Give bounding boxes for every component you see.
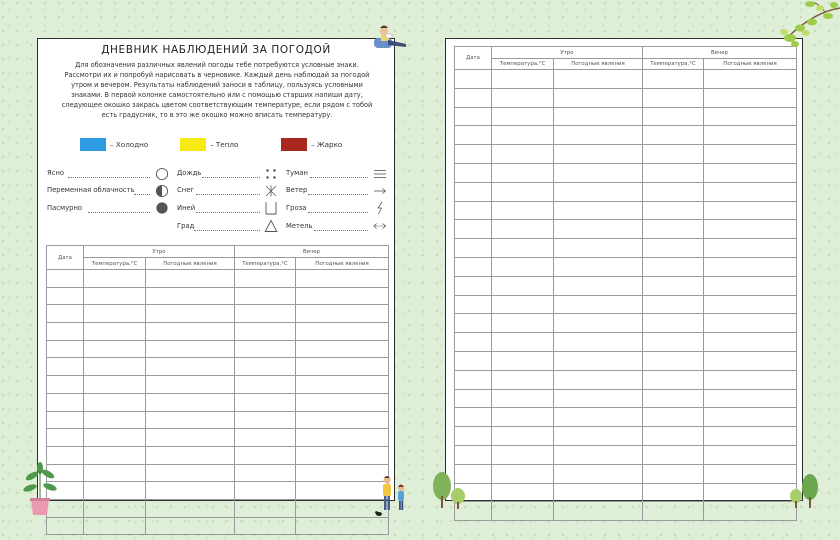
- table-row: [47, 482, 389, 500]
- date-cell[interactable]: [455, 126, 492, 145]
- evening-temp-cell[interactable]: [643, 145, 704, 164]
- morning-temp-cell[interactable]: [84, 305, 146, 323]
- evening-temp-cell[interactable]: [235, 393, 296, 411]
- morning-temp-cell[interactable]: [492, 257, 554, 276]
- table-row: [455, 389, 797, 408]
- date-cell[interactable]: [455, 220, 492, 239]
- dot-leader: [194, 230, 260, 231]
- evening-temp-cell[interactable]: [643, 370, 704, 389]
- morning-phenomena-cell[interactable]: [554, 201, 643, 220]
- morning-phenomena-cell[interactable]: [146, 358, 235, 376]
- morning-phenomena-cell[interactable]: [146, 411, 235, 429]
- evening-temp-cell[interactable]: [643, 70, 704, 89]
- table-row: [455, 163, 797, 182]
- date-cell[interactable]: [455, 70, 492, 89]
- evening-phenomena-cell[interactable]: [704, 483, 797, 502]
- table-row: [47, 393, 389, 411]
- morning-temp-cell[interactable]: [84, 411, 146, 429]
- morning-temp-cell[interactable]: [84, 517, 146, 535]
- morning-phenomena-cell[interactable]: [554, 483, 643, 502]
- morning-temp-header: Температура,°С: [492, 59, 554, 70]
- table-row: [455, 239, 797, 258]
- table-row: [455, 483, 797, 502]
- morning-phenomena-cell[interactable]: [554, 370, 643, 389]
- morning-phenomena-cell[interactable]: [146, 287, 235, 305]
- table-row: [455, 70, 797, 89]
- rain-dots-icon: [264, 167, 278, 181]
- evening-temp-cell[interactable]: [643, 408, 704, 427]
- date-cell[interactable]: [47, 429, 84, 447]
- table-row: [47, 499, 389, 517]
- cold-label: – Холодно: [110, 140, 149, 149]
- date-cell[interactable]: [47, 358, 84, 376]
- date-cell[interactable]: [47, 340, 84, 358]
- date-cell[interactable]: [455, 257, 492, 276]
- evening-temp-cell[interactable]: [643, 163, 704, 182]
- table-row: [47, 517, 389, 535]
- morning-phenomena-cell[interactable]: [554, 220, 643, 239]
- evening-phenomena-cell[interactable]: [296, 376, 389, 394]
- morning-temp-cell[interactable]: [492, 201, 554, 220]
- morning-phenomena-cell[interactable]: [554, 163, 643, 182]
- date-cell[interactable]: [47, 270, 84, 288]
- evening-phenomena-cell[interactable]: [704, 464, 797, 483]
- date-cell[interactable]: [47, 287, 84, 305]
- morning-temp-cell[interactable]: [492, 70, 554, 89]
- date-cell[interactable]: [47, 305, 84, 323]
- evening-temp-cell[interactable]: [643, 182, 704, 201]
- morning-temp-cell[interactable]: [492, 295, 554, 314]
- morning-phenomena-cell[interactable]: [554, 427, 643, 446]
- hot-swatch: [281, 138, 307, 151]
- morning-temp-cell[interactable]: [492, 408, 554, 427]
- evening-phenomena-cell[interactable]: [296, 305, 389, 323]
- morning-phenomena-cell[interactable]: [146, 517, 235, 535]
- evening-temp-cell[interactable]: [235, 446, 296, 464]
- table-row: [455, 427, 797, 446]
- morning-temp-cell[interactable]: [492, 182, 554, 201]
- date-cell[interactable]: [47, 323, 84, 341]
- morning-phenomena-cell[interactable]: [146, 305, 235, 323]
- symbol-label-thunderstorm: Гроза: [286, 204, 307, 212]
- dot-leader: [134, 194, 150, 195]
- hot-label: – Жарко: [311, 140, 343, 149]
- symbol-label-rain: Дождь: [177, 169, 202, 177]
- evening-temp-cell[interactable]: [643, 389, 704, 408]
- date-cell[interactable]: [455, 163, 492, 182]
- morning-temp-cell[interactable]: [492, 370, 554, 389]
- evening-temp-cell[interactable]: [235, 499, 296, 517]
- evening-temp-cell[interactable]: [235, 429, 296, 447]
- table-row: [455, 220, 797, 239]
- date-cell[interactable]: [455, 107, 492, 126]
- table-row: [455, 445, 797, 464]
- date-cell[interactable]: [455, 201, 492, 220]
- morning-temp-cell[interactable]: [492, 351, 554, 370]
- symbol-label-blizzard: Метель: [286, 222, 313, 230]
- dot-leader: [196, 194, 260, 195]
- morning-phenomena-cell[interactable]: [146, 446, 235, 464]
- morning-temp-cell[interactable]: [84, 499, 146, 517]
- dot-leader: [314, 230, 368, 231]
- table-row: [455, 126, 797, 145]
- warm-swatch: [180, 138, 206, 151]
- morning-temp-cell[interactable]: [492, 464, 554, 483]
- table-row: [47, 287, 389, 305]
- evening-phenomena-cell[interactable]: [704, 163, 797, 182]
- evening-phenomena-cell[interactable]: [704, 276, 797, 295]
- evening-phenomena-cell[interactable]: [296, 393, 389, 411]
- evening-phenomena-cell[interactable]: [704, 126, 797, 145]
- circle-filled-icon: [155, 201, 169, 215]
- dot-leader: [310, 177, 368, 178]
- dot-leader: [88, 212, 150, 213]
- morning-temp-cell[interactable]: [84, 446, 146, 464]
- date-cell[interactable]: [455, 445, 492, 464]
- evening-phenomena-cell[interactable]: [704, 445, 797, 464]
- table-body: [455, 70, 797, 521]
- morning-phenomena-cell[interactable]: [554, 257, 643, 276]
- morning-temp-cell[interactable]: [492, 239, 554, 258]
- morning-temp-cell[interactable]: [492, 163, 554, 182]
- morning-temp-cell[interactable]: [84, 323, 146, 341]
- evening-temp-cell[interactable]: [643, 257, 704, 276]
- evening-phenomena-cell[interactable]: [704, 408, 797, 427]
- evening-temp-cell[interactable]: [235, 411, 296, 429]
- morning-phenomena-header: Погодные явления: [146, 258, 235, 270]
- evening-phenomena-cell[interactable]: [704, 295, 797, 314]
- date-cell[interactable]: [455, 276, 492, 295]
- evening-phenomena-cell[interactable]: [296, 517, 389, 535]
- morning-header: Утро: [84, 246, 235, 258]
- morning-temp-cell[interactable]: [492, 276, 554, 295]
- morning-temp-cell[interactable]: [84, 340, 146, 358]
- evening-temp-cell[interactable]: [643, 107, 704, 126]
- table-row: [47, 270, 389, 288]
- evening-temp-cell[interactable]: [643, 314, 704, 333]
- table-row: [47, 446, 389, 464]
- morning-temp-cell[interactable]: [84, 429, 146, 447]
- table-row: [47, 340, 389, 358]
- table-row: [455, 257, 797, 276]
- evening-phenomena-cell[interactable]: [704, 145, 797, 164]
- evening-phenomena-cell[interactable]: [704, 333, 797, 352]
- intro-line: знаками. В первой колонке самостоятельно или с помощью старших напиши дату,: [71, 91, 363, 99]
- evening-phenomena-cell[interactable]: [296, 287, 389, 305]
- morning-phenomena-cell[interactable]: [554, 88, 643, 107]
- blizzard-arrow-icon: [373, 219, 387, 233]
- date-cell[interactable]: [455, 408, 492, 427]
- evening-phenomena-header: Погодные явления: [296, 258, 389, 270]
- morning-phenomena-cell[interactable]: [146, 429, 235, 447]
- morning-temp-header: Температура,°С: [84, 258, 146, 270]
- table-row: [47, 323, 389, 341]
- morning-temp-cell[interactable]: [492, 107, 554, 126]
- date-cell[interactable]: [47, 411, 84, 429]
- morning-phenomena-cell[interactable]: [146, 376, 235, 394]
- symbol-label-frost: Иней: [177, 204, 196, 212]
- evening-temp-cell[interactable]: [643, 502, 704, 521]
- fog-lines-icon: [373, 167, 387, 181]
- morning-temp-cell[interactable]: [492, 333, 554, 352]
- date-cell[interactable]: [455, 88, 492, 107]
- evening-phenomena-cell[interactable]: [704, 502, 797, 521]
- morning-temp-cell[interactable]: [492, 445, 554, 464]
- half-circle-icon: [155, 184, 169, 198]
- table-row: [455, 276, 797, 295]
- morning-phenomena-cell[interactable]: [146, 393, 235, 411]
- morning-phenomena-cell[interactable]: [554, 351, 643, 370]
- dot-leader: [202, 177, 260, 178]
- evening-phenomena-cell[interactable]: [704, 257, 797, 276]
- intro-line: следующее окошко закрась цветом соответствующим температуре, если рядом с тобой: [61, 101, 373, 109]
- morning-phenomena-cell[interactable]: [554, 126, 643, 145]
- evening-temp-cell[interactable]: [235, 517, 296, 535]
- evening-phenomena-cell[interactable]: [296, 411, 389, 429]
- date-header: Дата: [455, 47, 492, 70]
- left-page: [37, 38, 395, 501]
- evening-phenomena-header: Погодные явления: [704, 59, 797, 70]
- evening-phenomena-cell[interactable]: [704, 182, 797, 201]
- evening-phenomena-cell[interactable]: [296, 323, 389, 341]
- evening-phenomena-cell[interactable]: [704, 389, 797, 408]
- symbol-label-partly-cloudy: Переменная облачность: [47, 186, 135, 194]
- tree-branch-illustration: [770, 0, 840, 50]
- morning-temp-cell[interactable]: [492, 220, 554, 239]
- evening-phenomena-cell[interactable]: [704, 201, 797, 220]
- evening-temp-cell[interactable]: [643, 445, 704, 464]
- morning-temp-cell[interactable]: [492, 502, 554, 521]
- circle-empty-icon: [155, 167, 169, 181]
- evening-phenomena-cell[interactable]: [704, 70, 797, 89]
- evening-phenomena-cell[interactable]: [296, 270, 389, 288]
- morning-phenomena-cell[interactable]: [554, 145, 643, 164]
- morning-temp-cell[interactable]: [84, 464, 146, 482]
- table-row: [47, 358, 389, 376]
- dot-leader: [308, 212, 368, 213]
- evening-phenomena-cell[interactable]: [704, 239, 797, 258]
- frost-bracket-icon: [264, 201, 278, 215]
- evening-temp-cell[interactable]: [235, 287, 296, 305]
- morning-temp-cell[interactable]: [84, 482, 146, 500]
- date-cell[interactable]: [455, 427, 492, 446]
- morning-phenomena-cell[interactable]: [146, 323, 235, 341]
- symbol-label-overcast: Пасмурно: [47, 204, 83, 212]
- evening-phenomena-cell[interactable]: [704, 314, 797, 333]
- evening-phenomena-cell[interactable]: [296, 358, 389, 376]
- morning-phenomena-cell[interactable]: [146, 270, 235, 288]
- evening-temp-cell[interactable]: [643, 201, 704, 220]
- morning-phenomena-cell[interactable]: [146, 340, 235, 358]
- morning-phenomena-cell[interactable]: [146, 499, 235, 517]
- evening-temp-cell[interactable]: [643, 351, 704, 370]
- morning-temp-cell[interactable]: [84, 376, 146, 394]
- evening-header: Вечер: [235, 246, 389, 258]
- table-row: [455, 88, 797, 107]
- table-row: [47, 429, 389, 447]
- morning-temp-cell[interactable]: [492, 88, 554, 107]
- right-page: [445, 38, 803, 501]
- intro-line: Рассмотри их и попробуй нарисовать в черновике. Каждый день наблюдай за погодой: [64, 71, 370, 79]
- potted-plant-illustration: [20, 462, 60, 517]
- morning-phenomena-cell[interactable]: [554, 70, 643, 89]
- morning-phenomena-cell[interactable]: [554, 276, 643, 295]
- evening-temp-cell[interactable]: [643, 276, 704, 295]
- evening-temp-cell[interactable]: [235, 323, 296, 341]
- morning-phenomena-cell[interactable]: [554, 502, 643, 521]
- evening-header: Вечер: [643, 47, 797, 59]
- evening-phenomena-cell[interactable]: [296, 429, 389, 447]
- dot-leader: [68, 177, 150, 178]
- cold-swatch: [80, 138, 106, 151]
- date-cell[interactable]: [47, 393, 84, 411]
- intro-text: [48, 60, 386, 120]
- evening-phenomena-cell[interactable]: [296, 446, 389, 464]
- date-cell[interactable]: [455, 314, 492, 333]
- morning-temp-cell[interactable]: [84, 270, 146, 288]
- evening-temp-cell[interactable]: [235, 376, 296, 394]
- morning-phenomena-cell[interactable]: [554, 389, 643, 408]
- evening-temp-cell[interactable]: [235, 482, 296, 500]
- intro-line: Для обозначения различных явлений погоды тебе потребуются условные знаки.: [75, 61, 359, 69]
- snow-star-icon: [264, 184, 278, 198]
- morning-temp-cell[interactable]: [492, 145, 554, 164]
- symbol-label-fog: Туман: [286, 169, 308, 177]
- morning-temp-cell[interactable]: [492, 427, 554, 446]
- warm-label: – Тепло: [210, 140, 239, 149]
- morning-phenomena-cell[interactable]: [146, 482, 235, 500]
- family-walking-illustration: [375, 474, 415, 518]
- morning-temp-cell[interactable]: [84, 393, 146, 411]
- observation-table-continued: [454, 46, 797, 521]
- morning-phenomena-header: Погодные явления: [554, 59, 643, 70]
- morning-phenomena-cell[interactable]: [146, 464, 235, 482]
- table-row: [47, 411, 389, 429]
- morning-phenomena-cell[interactable]: [554, 445, 643, 464]
- evening-phenomena-cell[interactable]: [704, 88, 797, 107]
- evening-temp-cell[interactable]: [643, 427, 704, 446]
- table-row: [455, 182, 797, 201]
- date-cell[interactable]: [455, 295, 492, 314]
- evening-temp-cell[interactable]: [643, 126, 704, 145]
- morning-phenomena-cell[interactable]: [554, 239, 643, 258]
- dot-leader: [196, 212, 260, 213]
- table-row: [455, 295, 797, 314]
- evening-temp-cell[interactable]: [643, 464, 704, 483]
- evening-temp-header: Температура,°С: [643, 59, 704, 70]
- evening-temp-cell[interactable]: [235, 270, 296, 288]
- morning-phenomena-cell[interactable]: [554, 314, 643, 333]
- evening-phenomena-cell[interactable]: [704, 220, 797, 239]
- date-cell[interactable]: [455, 351, 492, 370]
- symbol-label-hail: Град: [177, 222, 195, 230]
- morning-phenomena-cell[interactable]: [554, 333, 643, 352]
- evening-temp-cell[interactable]: [643, 239, 704, 258]
- table-row: [455, 314, 797, 333]
- evening-phenomena-cell[interactable]: [296, 340, 389, 358]
- evening-temp-cell[interactable]: [643, 220, 704, 239]
- date-cell[interactable]: [47, 517, 84, 535]
- hail-triangle-icon: [264, 219, 278, 233]
- date-cell[interactable]: [455, 145, 492, 164]
- evening-temp-cell[interactable]: [643, 295, 704, 314]
- table-row: [455, 201, 797, 220]
- table-row: [455, 145, 797, 164]
- symbol-label-snow: Снег: [177, 186, 194, 194]
- date-cell[interactable]: [455, 333, 492, 352]
- page-title: ДНЕВНИК НАБЛЮДЕНИЙ ЗА ПОГОДОЙ: [101, 44, 331, 56]
- evening-temp-cell[interactable]: [235, 305, 296, 323]
- table-row: [455, 107, 797, 126]
- morning-phenomena-cell[interactable]: [554, 408, 643, 427]
- table-body: [47, 270, 389, 535]
- morning-temp-cell[interactable]: [84, 358, 146, 376]
- evening-temp-cell[interactable]: [235, 340, 296, 358]
- symbol-label-clear: Ясно: [47, 169, 65, 177]
- morning-temp-cell[interactable]: [492, 389, 554, 408]
- morning-temp-cell[interactable]: [492, 314, 554, 333]
- reading-person-illustration: [372, 24, 410, 50]
- morning-phenomena-cell[interactable]: [554, 107, 643, 126]
- date-cell[interactable]: [455, 239, 492, 258]
- morning-phenomena-cell[interactable]: [554, 464, 643, 483]
- evening-phenomena-cell[interactable]: [704, 107, 797, 126]
- wind-arrow-icon: [373, 184, 387, 198]
- thunder-icon: [373, 201, 387, 215]
- morning-phenomena-cell[interactable]: [554, 182, 643, 201]
- intro-line: утром и вечером. Результаты наблюдений заноси в таблицу, пользуясь условными: [71, 81, 363, 89]
- evening-temp-cell[interactable]: [235, 464, 296, 482]
- table-row: [47, 305, 389, 323]
- table-row: [455, 370, 797, 389]
- table-row: [455, 351, 797, 370]
- trees-illustration-right: [788, 470, 824, 510]
- date-header: Дата: [47, 246, 84, 270]
- trees-illustration-left: [430, 468, 470, 510]
- evening-temp-cell[interactable]: [643, 333, 704, 352]
- table-row: [455, 502, 797, 521]
- observation-table: [46, 245, 389, 535]
- evening-phenomena-cell[interactable]: [704, 351, 797, 370]
- morning-temp-cell[interactable]: [492, 483, 554, 502]
- date-cell[interactable]: [47, 376, 84, 394]
- symbol-label-wind: Ветер: [286, 186, 308, 194]
- evening-temp-cell[interactable]: [235, 358, 296, 376]
- evening-temp-header: Температура,°С: [235, 258, 296, 270]
- morning-temp-cell[interactable]: [84, 287, 146, 305]
- table-row: [455, 333, 797, 352]
- date-cell[interactable]: [455, 182, 492, 201]
- table-row: [47, 464, 389, 482]
- evening-phenomena-cell[interactable]: [704, 427, 797, 446]
- morning-header: Утро: [492, 47, 643, 59]
- date-cell[interactable]: [455, 370, 492, 389]
- evening-temp-cell[interactable]: [643, 88, 704, 107]
- evening-phenomena-cell[interactable]: [704, 370, 797, 389]
- morning-temp-cell[interactable]: [492, 126, 554, 145]
- evening-temp-cell[interactable]: [643, 483, 704, 502]
- dot-leader: [308, 194, 368, 195]
- date-cell[interactable]: [455, 389, 492, 408]
- morning-phenomena-cell[interactable]: [554, 295, 643, 314]
- table-row: [455, 464, 797, 483]
- table-row: [47, 376, 389, 394]
- intro-line: есть градусник, то в это же окошко можно вписать температуру.: [101, 111, 333, 119]
- table-row: [455, 408, 797, 427]
